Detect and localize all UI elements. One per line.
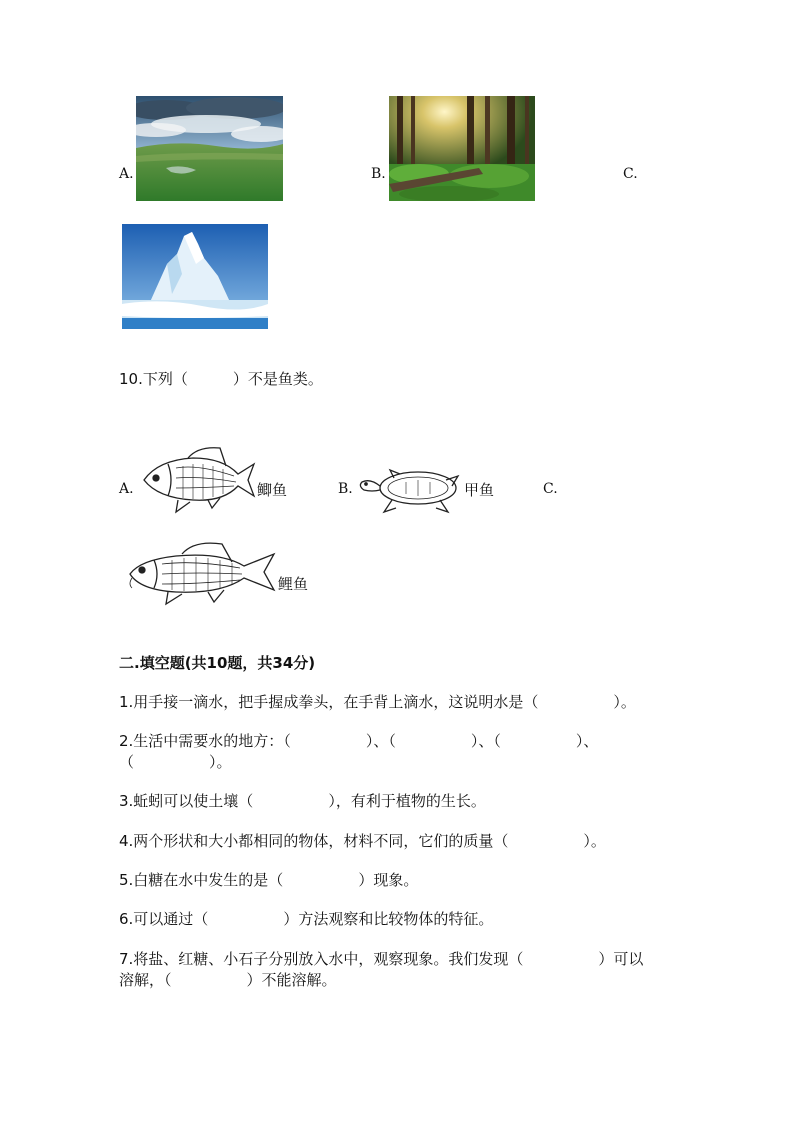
q10-option-c-name: 鲤鱼 bbox=[278, 575, 309, 593]
grassland-photo bbox=[136, 96, 283, 201]
q9-option-a-letter: A. bbox=[119, 166, 134, 182]
fill-question-3: 3.蚯蚓可以使土壤（ ），有利于植物的生长。 bbox=[119, 792, 486, 810]
q10-option-b-name: 甲鱼 bbox=[464, 481, 495, 499]
section-2-title: 二.填空题(共10题，共34分) bbox=[119, 654, 316, 672]
q9-option-c-letter: C. bbox=[623, 166, 638, 182]
iceberg-photo bbox=[122, 224, 268, 329]
q10-option-a-name: 鲫鱼 bbox=[257, 481, 288, 499]
soft-shell-turtle-illustration bbox=[356, 462, 462, 516]
fill-question-2-line-2: （ ）。 bbox=[119, 753, 232, 771]
fill-question-6: 6.可以通过（ ）方法观察和比较物体的特征。 bbox=[119, 910, 494, 928]
crucian-carp-illustration bbox=[138, 444, 258, 516]
fill-question-2-line-1: 2.生活中需要水的地方：（ ）、（ ）、（ ）、 bbox=[119, 732, 599, 750]
fill-question-1: 1.用手接一滴水，把手握成拳头，在手背上滴水，这说明水是（ ）。 bbox=[119, 693, 636, 711]
q10-option-c-letter: C. bbox=[543, 481, 558, 497]
fill-question-7-line-1: 7.将盐、红糖、小石子分别放入水中，观察现象。我们发现（ ）可以 bbox=[119, 950, 644, 968]
forest-photo bbox=[389, 96, 535, 201]
common-carp-illustration bbox=[126, 538, 278, 606]
fill-question-4: 4.两个形状和大小都相同的物体，材料不同，它们的质量（ ）。 bbox=[119, 832, 606, 850]
fill-question-5: 5.白糖在水中发生的是（ ）现象。 bbox=[119, 871, 419, 889]
q9-option-b-letter: B. bbox=[371, 166, 386, 182]
q10-option-a-letter: A. bbox=[119, 481, 134, 497]
q10-stem: 10.下列（ ）不是鱼类。 bbox=[119, 370, 323, 388]
q10-option-b-letter: B. bbox=[338, 481, 353, 497]
fill-question-7-line-2: 溶解，（ ）不能溶解。 bbox=[119, 971, 337, 989]
